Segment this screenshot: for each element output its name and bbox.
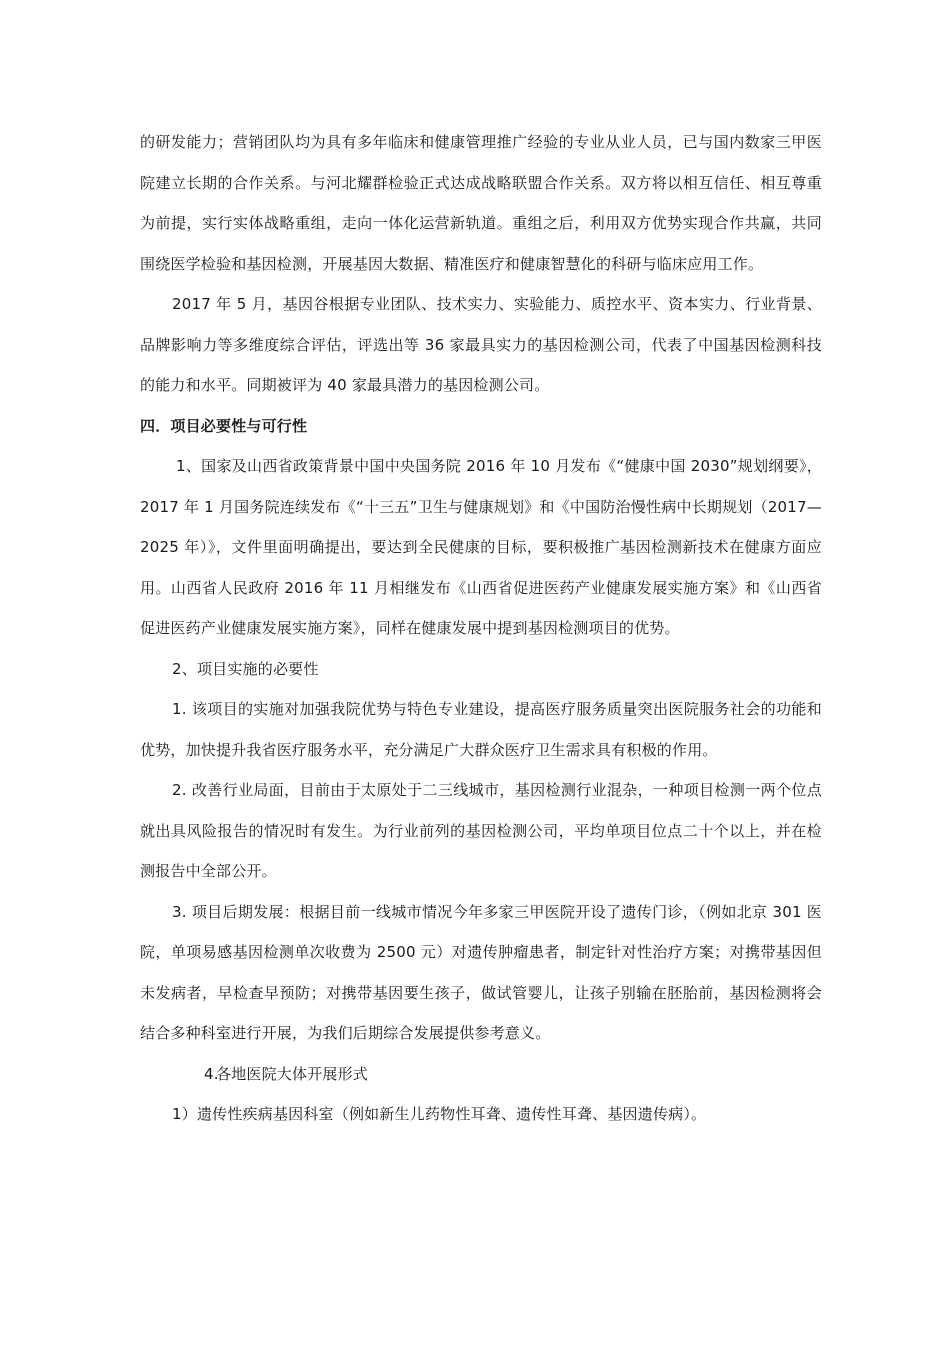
list-text: 各地医院大体开展形式 [216, 1064, 369, 1083]
paragraph-point-1: 1. 该项目的实施对加强我院优势与特色专业建设，提高医疗服务质量突出医院服务社会的功能和优势，加快提升我省医疗服务水平，充分满足广大群众医疗卫生需求具有积极的作用。 [140, 700, 822, 759]
subheading-implementation-necessity: 2、项目实施的必要性 [172, 659, 319, 678]
paragraph-genetic-dept: 1）遗传性疾病基因科室（例如新生儿药物性耳聋、遗传性耳聋、基因遗传病）。 [172, 1105, 707, 1123]
section-heading-necessity-feasibility: 四．项目必要性与可行性 [140, 416, 308, 435]
paragraph-partner-overview: 的研发能力；营销团队均为具有多年临床和健康管理推广经验的专业从业人员，已与国内数家三甲医院建立长期的合作关系。与河北耀群检验正式达成战略联盟合作关系。双方将以相互信任、相互尊重为前提，实行实体战略重组，走向一体化运营新轨道。重组之后，利用双方优势实现合作共赢，共同围绕医学检验和基因检测，开展基因大数据、精准医疗和健康智慧化的科研与临床应用工作。 [140, 133, 822, 273]
paragraph-point-3: 3. 项目后期发展：根据目前一线城市情况今年多家三甲医院开设了遗传门诊，（例如北京 301 医院，单项易感基因检测单次收费为 2500 元）对遗传肿瘤患者，制定针对性治疗方案；对携带基因但未发病者，早检查早预防；对携带基因要生孩子，做试管婴儿，让孩子别输在胚胎前，基因检测将会结合多种科室进行开展，为我们后期综合发展提供参考意义。 [140, 902, 822, 1042]
paragraph-point-2: 2. 改善行业局面，目前由于太原处于二三线城市，基因检测行业混杂，一种项目检测一两个位点就出具风险报告的情况时有发生。为行业前列的基因检测公司，平均单项目位点二十个以上，并在检测报告中全部公开。 [140, 781, 822, 880]
paragraph-point-4 [140, 1054, 822, 1095]
paragraph-ranking-2017: 2017 年 5 月，基因谷根据专业团队、技术实力、实验能力、质控水平、资本实力、行业背景、品牌影响力等多维度综合评估，评选出等 36 家最具实力的基因检测公司，代表了中国基因检测科技的能力和水平。同期被评为 40 家最具潜力的基因检测公司。 [140, 295, 822, 394]
list-number: 4. [204, 1064, 219, 1083]
paragraph-policy-background: 1、国家及山西省政策背景中国中央国务院 2016 年 10 月发布《“健康中国 2030”规划纲要》， 2017 年 1 月国务院连续发布《“十三五”卫生与健康规划》和《中国防治慢性病中长期规划（2017—2025 年）》，文件里面明确提出，要达到全民健康的目标，要积极推广基因检测新技术在健康方面应用。山西省人民政府 2016 年 11 月相继发布《山西省促进医药产业健康发展实施方案》和《山西省促进医药产业健康发展实施方案》，同样在健康发展中提到基因检测项目的优势。 [140, 457, 822, 637]
